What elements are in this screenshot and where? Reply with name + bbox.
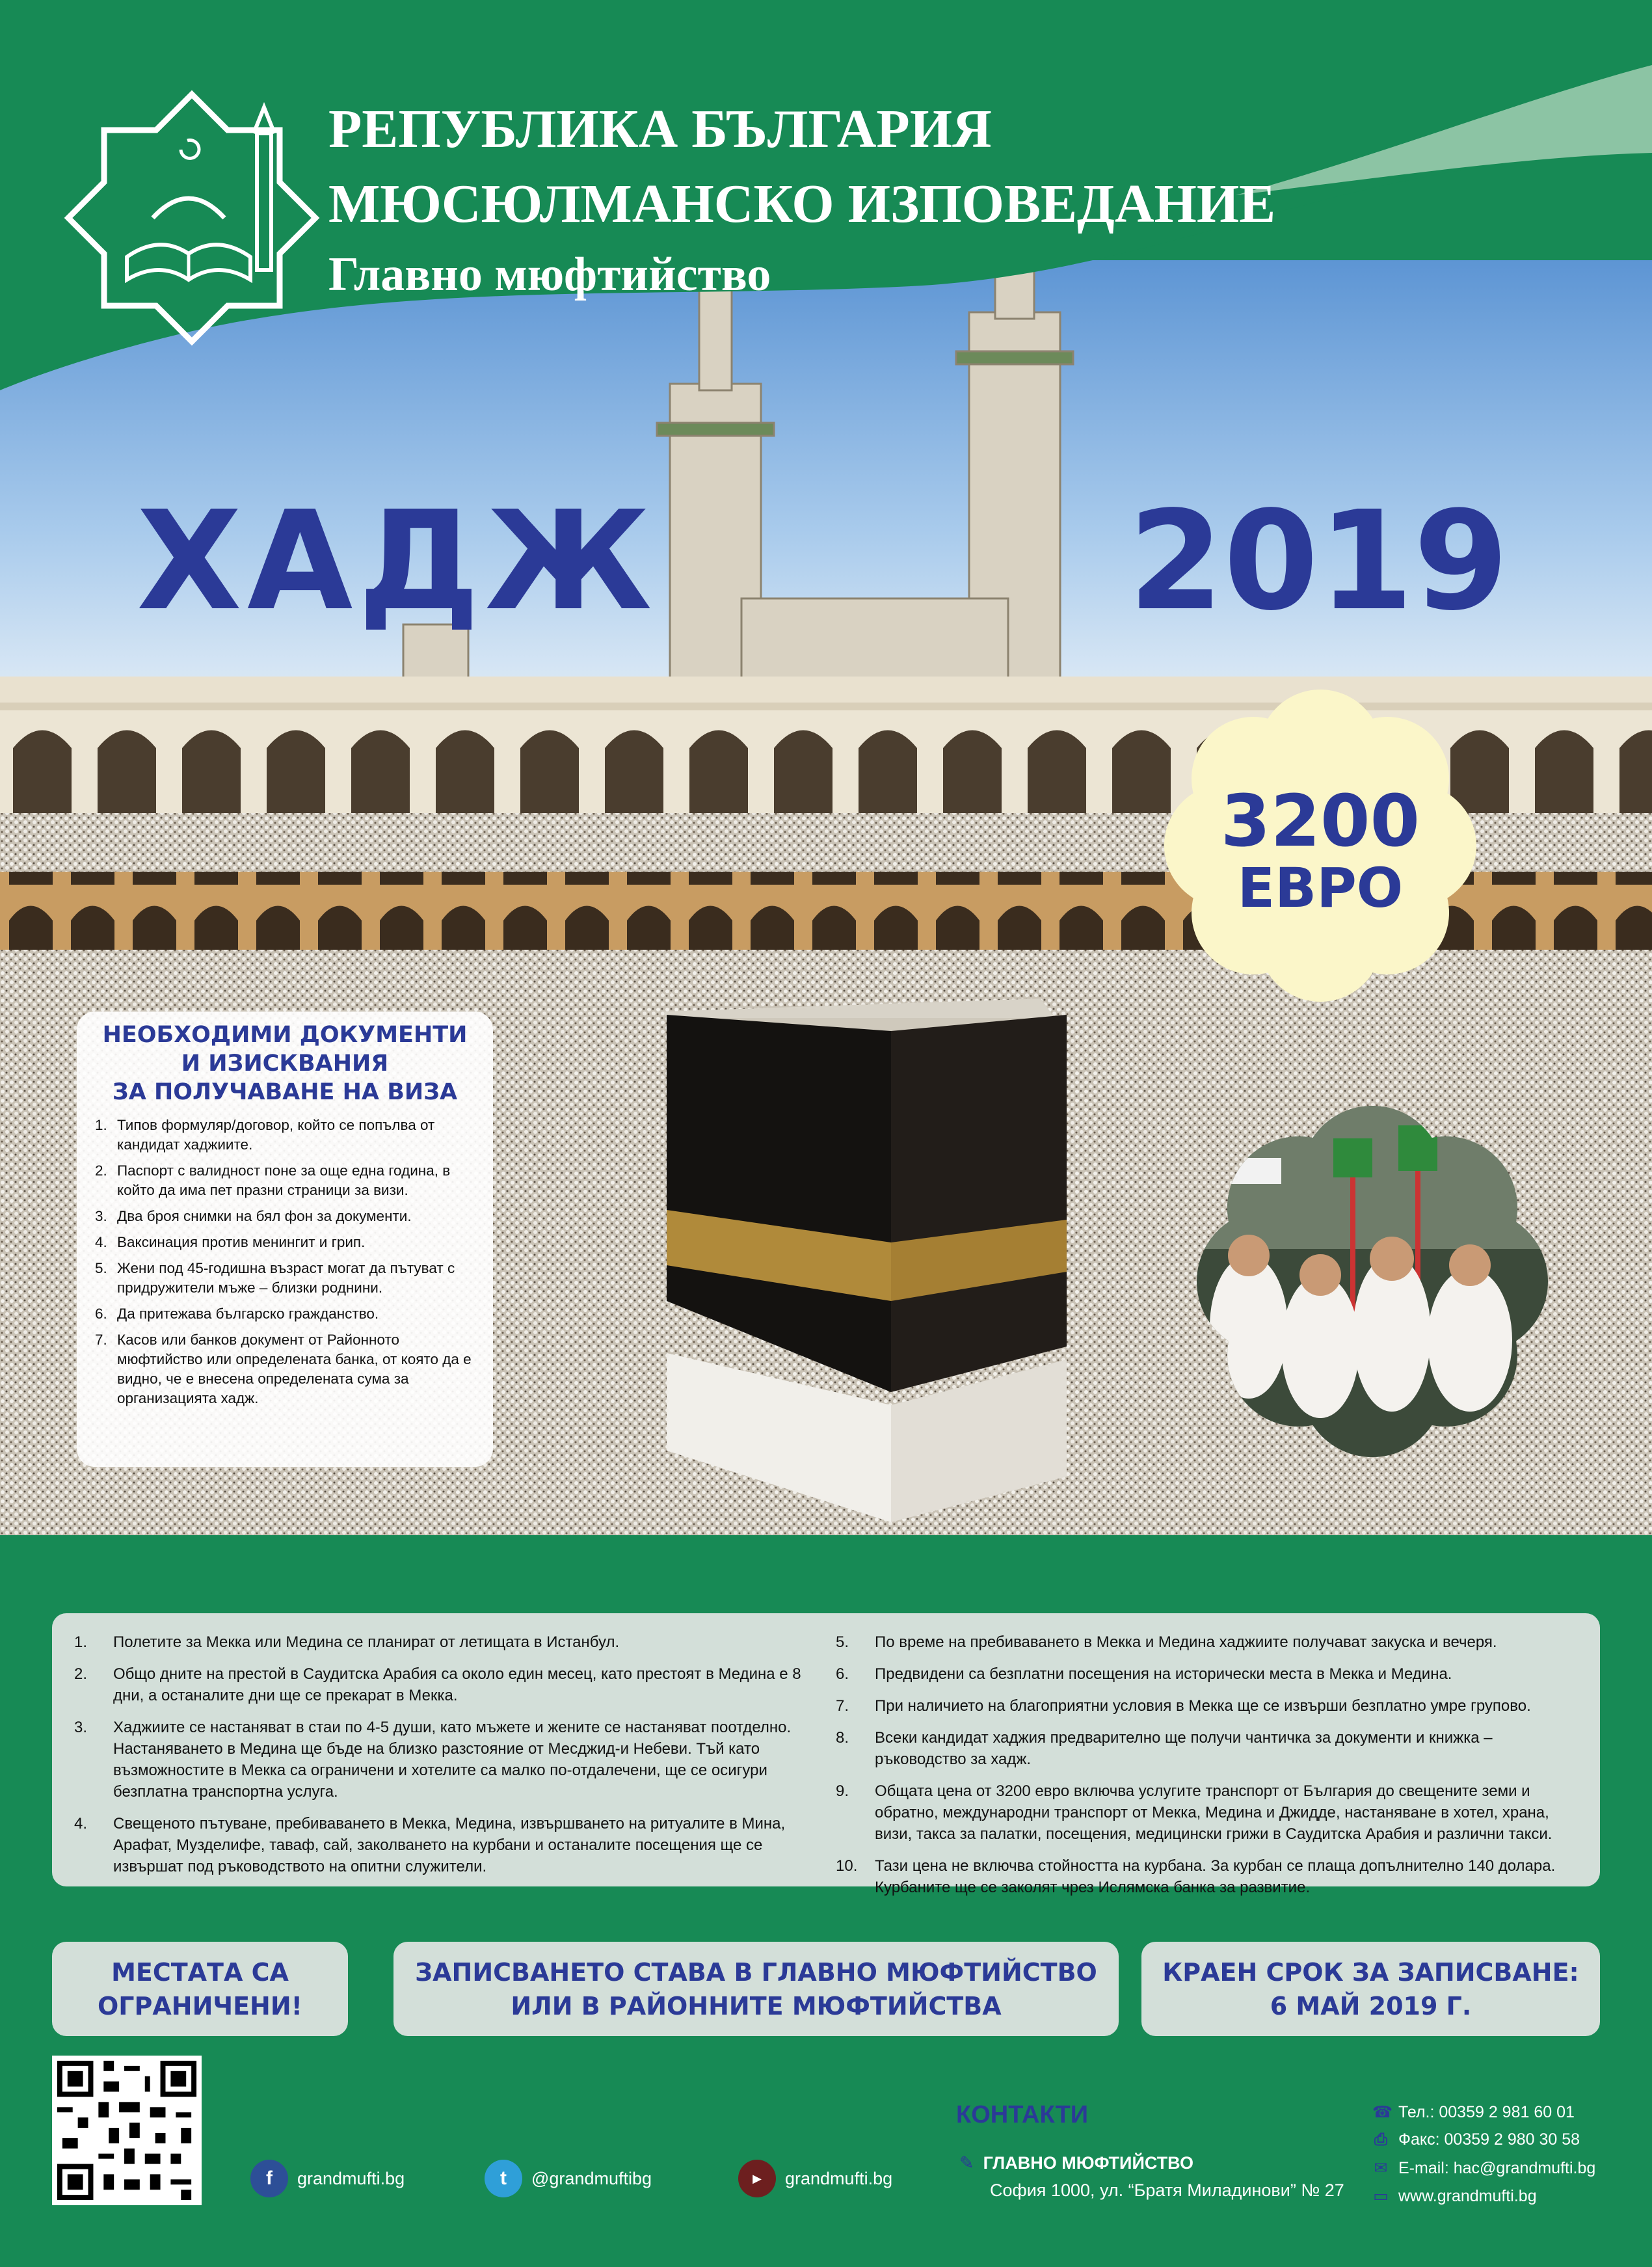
notice-line: ОГРАНИЧЕНИ! [98, 1991, 302, 2020]
youtube-link[interactable] [738, 2160, 892, 2197]
item-number: 6. [836, 1665, 849, 1683]
item-number: 6. [95, 1306, 107, 1322]
contact-phone[interactable] [1372, 2102, 1575, 2122]
list-item [74, 1717, 816, 1803]
list-item [74, 1663, 816, 1706]
list-item [74, 1813, 816, 1877]
contact-address: София 1000, ул. “Братя Миладинови” № 27 [990, 2180, 1344, 2200]
list-item [836, 1695, 1578, 1717]
documents-title-line: И ИЗИСКВАНИЯ [181, 1051, 389, 1077]
fax-text: Факс: 00359 2 980 30 58 [1398, 2130, 1580, 2149]
list-item [836, 1663, 1578, 1685]
item-text: Предвидени са безплатни посещения на исторически места в Мекка и Медина. [875, 1665, 1452, 1683]
contact-name [959, 2153, 1193, 2173]
header-line-mufti-office: Главно мюфтийство [328, 248, 771, 301]
item-text: Два броя снимки на бял фон за документи. [117, 1208, 412, 1224]
notice-line: 6 МАЙ 2019 Г. [1270, 1991, 1472, 2020]
list-item [74, 1631, 816, 1653]
item-text: Жени под 45-годишна възраст могат да пътуват с придружители мъже – близки роднини. [117, 1260, 455, 1296]
list-item [836, 1631, 1578, 1653]
documents-panel [77, 1012, 493, 1467]
pilgrims-photo [1190, 1099, 1554, 1464]
facebook-handle: grandmufti.bg [297, 2168, 405, 2188]
notice-line: ЗАПИСВАНЕТО СТАВА В ГЛАВНО МЮФТИЙСТВО [415, 1957, 1097, 1987]
email-icon: ✉ [1374, 2159, 1388, 2177]
notice-line: КРАЕН СРОК ЗА ЗАПИСВАНЕ: [1162, 1957, 1579, 1987]
facebook-link[interactable] [250, 2160, 405, 2197]
item-number: 1. [95, 1117, 107, 1133]
item-number: 8. [836, 1729, 849, 1747]
documents-title-line: НЕОБХОДИМИ ДОКУМЕНТИ [102, 1022, 468, 1048]
youtube-icon: ▶ [738, 2160, 776, 2197]
item-text: Свещеното пътуване, пребиваването в Мекка, Медина, извършването на ритуалите в Мина, Арафат, Музделифе, таваф, сай, заколването на курбани и останалите посещения ще се извършат под ръководството на опитни служители. [113, 1815, 786, 1875]
list-item [836, 1727, 1578, 1770]
item-number: 3. [74, 1719, 88, 1736]
list-item [95, 1233, 479, 1252]
contacts-title: КОНТАКТИ [956, 2101, 1089, 2128]
computer-icon: ▭ [1373, 2187, 1389, 2205]
item-text: Хаджиите се настаняват в стаи по 4-5 души, като мъжете и жените се настаняват поотделно. Настаняването в Медина ще бъде на близко разстояние от Месджид-и Небеви. Тъй като възможностите в Мекка са ограничени и хотелите са малко по-отдалечени, ще се осигури безплатна транспортна услуга. [113, 1719, 792, 1801]
contact-website[interactable] [1372, 2186, 1537, 2206]
kaaba [663, 999, 1067, 1522]
item-text: Полетите за Мекка или Медина се планират от летищата в Истанбул. [113, 1633, 620, 1651]
item-number: 2. [95, 1162, 107, 1179]
item-text: Паспорт с валидност поне за още една година, в който да има пет празни страници за визи. [117, 1162, 451, 1198]
item-number: 1. [74, 1633, 88, 1651]
header-line-confession: МЮСЮЛМАНСКО ИЗПОВЕДАНИЕ [328, 174, 1276, 234]
item-number: 10. [836, 1857, 858, 1875]
twitter-icon: t [485, 2160, 522, 2197]
notice-limited-places [52, 1942, 348, 2036]
item-number: 3. [95, 1208, 107, 1224]
item-text: Типов формуляр/договор, който се попълва от кандидат хаджиите. [117, 1117, 435, 1153]
item-text: Тази цена не включва стойността на курбана. За курбан се плаща допълнително 140 долара. Курбаните ще се заколят чрез Ислямска банка за развитие. [875, 1857, 1556, 1896]
youtube-handle: grandmufti.bg [785, 2168, 893, 2188]
item-number: 7. [95, 1332, 107, 1348]
facebook-icon: f [250, 2160, 288, 2197]
list-item [836, 1855, 1578, 1898]
documents-title-line: ЗА ПОЛУЧАВАНЕ НА ВИЗА [112, 1079, 458, 1105]
item-number: 5. [95, 1260, 107, 1276]
email-text: E-mail: hac@grandmufti.bg [1398, 2158, 1596, 2177]
notice-line: ИЛИ В РАЙОННИТЕ МЮФТИЙСТВА [511, 1991, 1002, 2020]
info-list-left [74, 1631, 816, 1875]
item-text: По време на пребиваването в Мекка и Медина хаджиите получават закуска и вечеря. [875, 1633, 1497, 1651]
item-number: 5. [836, 1633, 849, 1651]
notice-line: МЕСТАТА СА [111, 1957, 289, 1987]
twitter-handle: @grandmuftibg [531, 2168, 652, 2188]
item-text: Общо дните на престой в Саудитска Арабия са около един месец, като престоят в Медина е 8 дни, а останалите дни ще се прекарат в Мекка. [113, 1665, 801, 1704]
item-number: 4. [95, 1234, 107, 1250]
website-text: www.grandmufti.bg [1398, 2186, 1537, 2205]
title-year: 2019 [1128, 481, 1509, 641]
item-text: Касов или банков документ от Районното мюфтийство или определената банка, от която да е видно, че е внесена определената сума за организацията хадж. [117, 1332, 472, 1406]
phone-icon: ☎ [1372, 2103, 1393, 2121]
title-hajj: ХАДЖ [137, 481, 658, 641]
price-amount: 3200 [1220, 779, 1420, 863]
contact-fax [1372, 2130, 1580, 2149]
item-text: Ваксинация против менингит и грип. [117, 1234, 366, 1250]
notice-registration [393, 1942, 1119, 2036]
price-currency: ЕВРО [1237, 856, 1404, 920]
list-item [95, 1304, 479, 1324]
contact-organization: ГЛАВНО МЮФТИЙСТВО [983, 2153, 1194, 2173]
list-item [95, 1259, 479, 1298]
twitter-link[interactable] [485, 2160, 652, 2197]
phone-text: Тел.: 00359 2 981 60 01 [1398, 2102, 1575, 2121]
list-item [95, 1161, 479, 1200]
info-panel [52, 1613, 1600, 1896]
item-text: Да притежава българско гражданство. [117, 1306, 379, 1322]
info-list-right [836, 1631, 1578, 1896]
header-line-republic: РЕПУБЛИКА БЪЛГАРИЯ [328, 99, 992, 159]
list-item [836, 1780, 1578, 1845]
header-banner [0, 0, 1652, 403]
qr-code[interactable] [52, 2056, 202, 2205]
item-number: 9. [836, 1782, 849, 1800]
item-number: 7. [836, 1697, 849, 1715]
list-item [95, 1330, 479, 1408]
fax-icon: ⎙ [1374, 2130, 1387, 2149]
edit-icon: ✎ [959, 2153, 974, 2173]
item-text: Всеки кандидат хаджия предварително ще получи чантичка за документи и книжка – ръководство за хадж. [875, 1729, 1493, 1768]
price-label [1164, 779, 1476, 920]
item-number: 2. [74, 1665, 88, 1683]
notice-deadline [1141, 1942, 1600, 2036]
documents-list [95, 1116, 479, 1408]
item-text: При наличието на благоприятни условия в Мекка ще се извърши безплатно умре групово. [875, 1697, 1531, 1715]
documents-title [77, 1021, 493, 1107]
list-item [95, 1207, 479, 1226]
item-text: Общата цена от 3200 евро включва услугите транспорт от България до свещените земи и обратно, международни транспорт от Мекка, Медина и Джидде, настаняване в хотел, храна, визи, такса за палатки, посещения, медицински грижи в Саудитска Арабия и различни такси. [875, 1782, 1552, 1843]
contact-email[interactable] [1372, 2158, 1595, 2178]
item-number: 4. [74, 1815, 88, 1832]
list-item [95, 1116, 479, 1155]
